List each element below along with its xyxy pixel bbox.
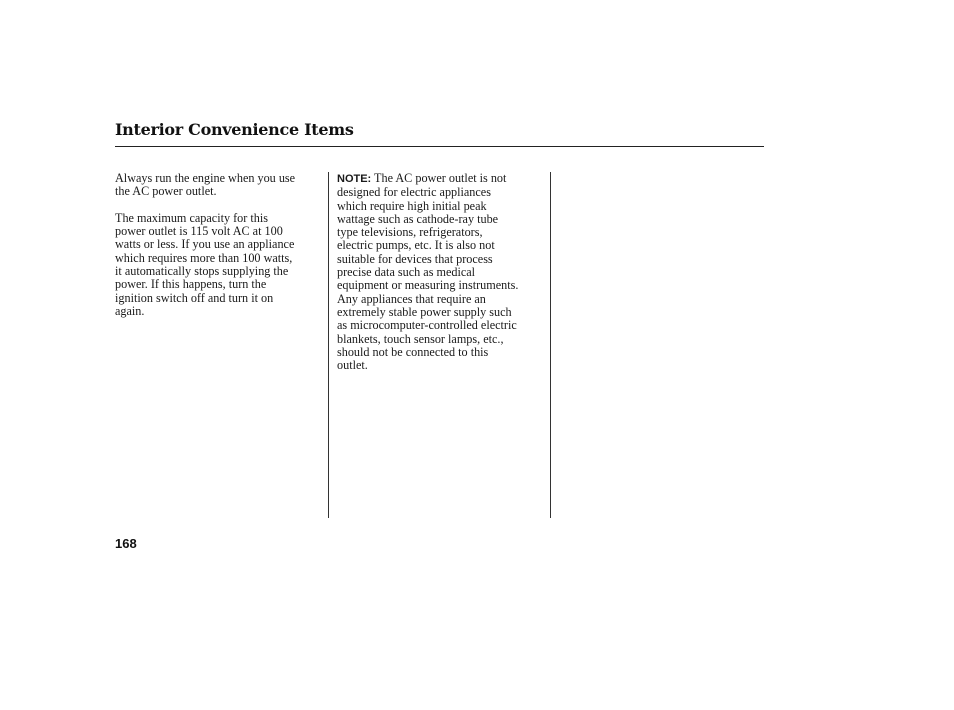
text-line: which requires more than 100 watts,: [115, 250, 293, 265]
page-number: 168: [115, 536, 137, 551]
column-divider-left: [328, 172, 329, 518]
title-divider: [115, 146, 764, 147]
text-line: ignition switch off and turn it on: [115, 290, 274, 305]
text-line: it automatically stops supplying the: [115, 264, 289, 279]
text-line: Always run the engine when you use: [115, 171, 296, 185]
text-line: equipment or measuring instruments.: [337, 278, 519, 293]
text-line: The maximum capacity for this: [115, 210, 268, 225]
text-line: designed for electric appliances: [337, 185, 491, 200]
note-paragraph: [337, 172, 547, 372]
text-line: electric pumps, etc. It is also not: [337, 238, 495, 253]
middle-text-column: [337, 172, 547, 386]
text-line: suitable for devices that process: [337, 251, 493, 266]
text-line: The AC power outlet is not: [371, 171, 507, 185]
column-divider-right: [550, 172, 551, 518]
left-text-column: [115, 172, 320, 332]
text-line: again.: [115, 303, 145, 318]
page-title: Interior Convenience Items: [115, 120, 354, 139]
text-line: power. If this happens, turn the: [115, 277, 267, 292]
text-line: watts or less. If you use an appliance: [115, 237, 295, 252]
text-line: wattage such as cathode-ray tube: [337, 211, 499, 226]
text-line: Any appliances that require an: [337, 291, 486, 306]
note-first-line: [337, 172, 547, 186]
text-line: power outlet is 115 volt AC at 100: [115, 224, 283, 239]
text-line: precise data such as medical: [337, 265, 476, 280]
text-line: type televisions, refrigerators,: [337, 225, 483, 240]
text-line: the AC power outlet.: [115, 184, 217, 199]
text-line: which require high initial peak: [337, 198, 487, 213]
text-line: should not be connected to this: [337, 344, 489, 359]
text-line: extremely stable power supply such: [337, 304, 512, 319]
note-label: NOTE:: [337, 173, 372, 185]
text-line: as microcomputer-controlled electric: [337, 318, 517, 333]
paragraph-max-capacity: [115, 212, 320, 318]
text-line: outlet.: [337, 358, 368, 373]
paragraph-engine-running: [115, 172, 320, 199]
text-line: blankets, touch sensor lamps, etc.,: [337, 331, 504, 346]
